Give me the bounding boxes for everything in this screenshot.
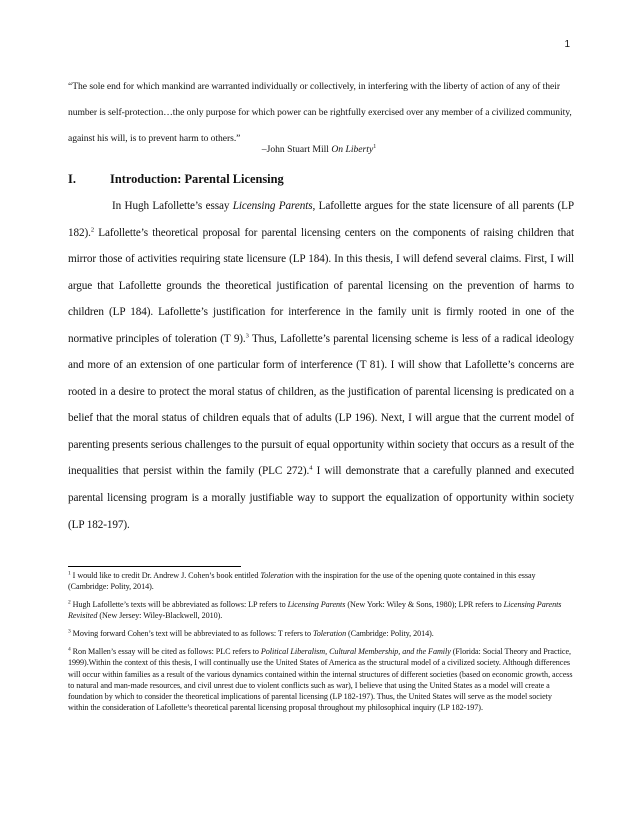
body-text: , Lafollette argues for the state licensure of all parents (LP 182). [68,200,574,239]
footnote-3 [68,628,574,639]
page-number: 1 [564,39,570,50]
footnote-ref-2: 2 [90,225,94,233]
work-title: Licensing Parents [232,200,313,212]
work-title: Toleration [313,629,347,639]
epigraph-attribution [0,144,638,155]
body-text: Lafollette’s theoretical proposal for parental licensing centers on the components of raising children that mirror those of activities requiring state licensure (LP 184). In this thesis, I will defend several claims. First, I will argue that Lafollette grounds the theoretical justification of parental licensing on the prevention of harms to children (LP 184). Lafollette’s justification for interference in the family unit is firmly rooted in one of the normative principles of toleration (T 9). [68,226,574,345]
footnote-text: Moving forward Cohen’s text will be abbreviated to as follows: T refers to [70,629,314,639]
footnote-text: (Florida: Social Theory and Practice, 1999).Within the context of this thesis, I will continually use the United States of America as the structural model of a civilized society. Although differences will occur within families as a result of the various dynamics contained within the internal structures of different societies (based on economic growth, access to natural and man-made resources, and civil unrest due to violent conflicts such as war), I believe that using the United States as a model will create a foundation by which to consider the theoretical implications of parental licensing (LP 182-197). Thus, the United States will serve as the model society within the consideration of Lafollette’s theoretical parental licensing proposal throughout my philosophical inquiry (LP 182-197). [68,646,573,713]
footnote-text: with the inspiration for the use of the opening quote contained in this essay (Cambridge: Polity, 2014). [68,571,536,592]
work-title: Licensing Parents [287,600,346,610]
section-title: Introduction: Parental Licensing [110,172,284,186]
body-text: I will demonstrate that a carefully planned and executed parental licensing program is a morally justifiable way to support the equalization of opportunity within society (LP 182-197). [68,465,574,531]
footnote-text: (Cambridge: Polity, 2014). [346,629,434,639]
body-text: In Hugh Lafollette’s essay [112,200,233,212]
footnote-divider [68,566,241,567]
work-title: Licensing Parents Revisited [68,600,562,621]
footnote-1 [68,570,574,593]
epigraph-quote: “The sole end for which mankind are warranted individually or collectively, in interfering with the liberty of action of any of their number is self-protection…the only purpose for which power can be rightfully exercised over any member of a civilized community, against his will, is to prevent harm to others.” [68,81,572,144]
footnote-ref-3: 3 [245,332,249,339]
footnote-text: I would like to credit Dr. Andrew J. Cohen’s book entitled [70,571,261,580]
body-paragraph [68,193,574,538]
footnote-4 [68,646,574,714]
work-title: Political Liberalism, Cultural Membership, and the Family [260,646,451,656]
footnote-number: 3 [68,628,71,635]
section-number: I. [68,172,76,186]
footnote-text: Ron Mallen’s essay will be cited as follows: PLC refers to [70,646,261,656]
attribution-author: –John Stuart Mill [261,144,332,156]
footnote-ref-4: 4 [309,464,313,472]
footnote-number: 4 [68,646,71,653]
footnote-number: 2 [68,599,71,606]
footnote-text: (New York: Wiley & Sons, 1980); LPR refers to [345,600,504,610]
body-text: Thus, Lafollette’s parental licensing scheme is less of a radical ideology and more of an extension of one particular form of interference (T 81). I will show that Lafollette’s concerns are rooted in a desire to protect the moral status of children, as the justification of parental licensing is predicated on a belief that the moral status of children equals that of adults (LP 196). Next, I will argue that the current model of parenting presents serious challenges to the pursuit of equal opportunity within society that occurs as a result of the inequalities that persist within the family (PLC 272). [68,332,574,478]
attribution-title: On Liberty [331,144,374,156]
footnotes [68,570,574,720]
footnote-ref-1: 1 [373,144,377,150]
work-title: Toleration [260,571,294,580]
footnote-2 [68,599,574,622]
footnote-text: (New Jersey: Wiley-Blackwell, 2010). [97,611,223,621]
footnote-number: 1 [68,570,71,577]
section-heading [68,172,284,187]
footnote-text: Hugh Lafollette’s texts will be abbreviated as follows: LP refers to [70,600,288,610]
